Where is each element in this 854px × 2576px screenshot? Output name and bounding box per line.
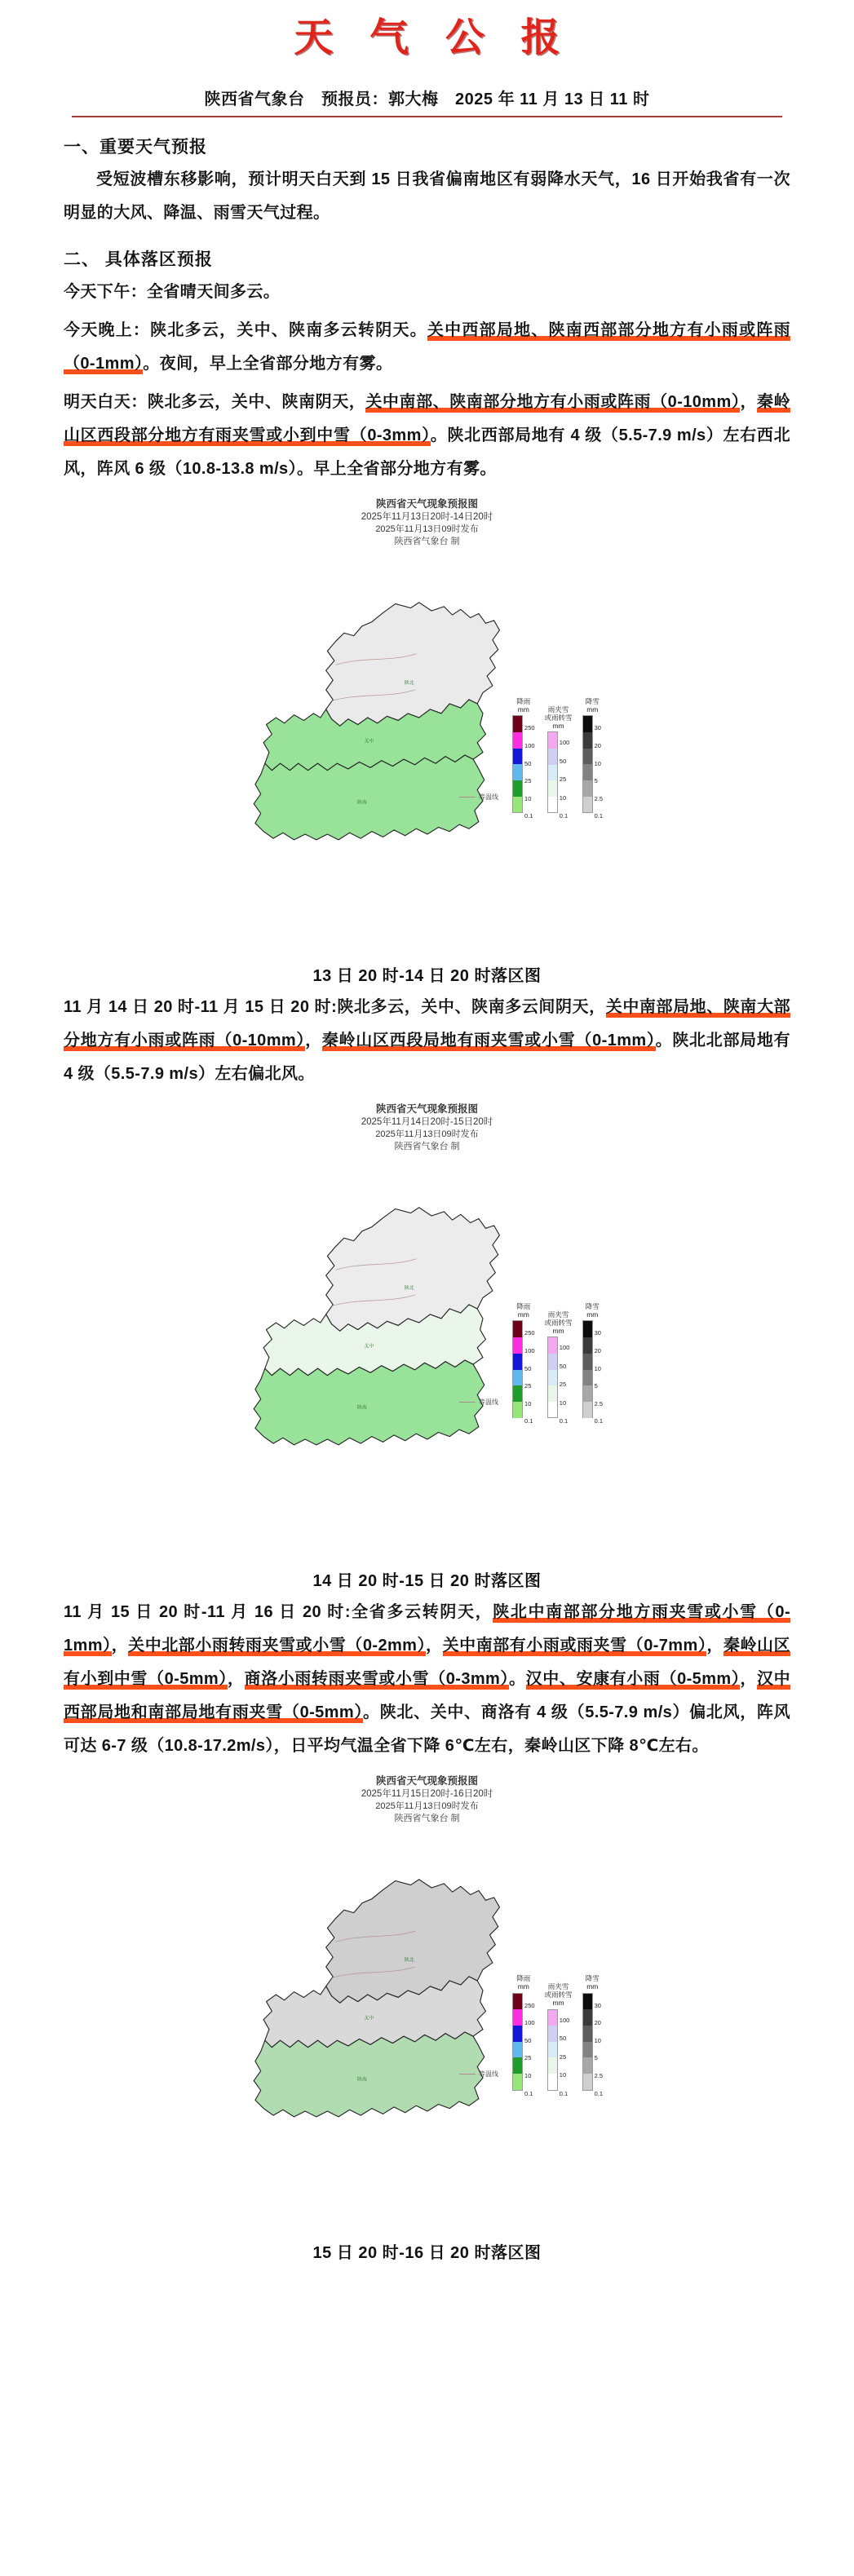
f1516-text-8: 。陕北、关中、商洛有 4 级（5.5-7.9 m/s）偏北风，阵风可达 6-7 级（10.8-17.2m/s），日平均气温全省下降 6℃左右，秦岭山区下降 8℃左右。	[64, 1703, 790, 1755]
map-2-header	[64, 1102, 790, 1153]
f1415-highlight-2: 秦岭山区西段局地有雨夹雪或小雪（0-1mm）	[321, 1031, 656, 1049]
legend-sleet-title	[545, 706, 573, 730]
legend3-sleet-title-3: mm	[552, 1998, 564, 2007]
legend-snow-title	[586, 698, 600, 714]
map-2-caption: 14 日 20 时-15 日 20 时落区图	[312, 1571, 542, 1590]
forecast-today-afternoon	[64, 276, 790, 309]
f1516-text-3: ，	[426, 1636, 443, 1655]
f1516-text-5: ，	[227, 1669, 245, 1688]
map-3-svg	[64, 1828, 790, 2236]
legend-col-snow	[582, 696, 603, 820]
map-2-title: 陕西省天气现象预报图	[375, 1102, 478, 1115]
forecast-15-16	[64, 1596, 790, 1763]
legend3-rain-title-2: mm	[517, 1982, 529, 1991]
f1516-text-4: ，	[706, 1636, 723, 1655]
legend2-col-rain	[512, 1301, 535, 1425]
legend2-sleet-title-1: 雨夹雪	[547, 1310, 569, 1319]
legend-sleet-title-2: 或雨转雪	[544, 713, 573, 722]
legend-snow-barrow	[582, 715, 603, 820]
map-1-legend	[512, 696, 603, 820]
legend2-col-sleet	[544, 1310, 573, 1425]
legend2-sleet-title-2: 或雨转雪	[544, 1318, 573, 1327]
legend-snow-title-2: mm	[586, 705, 599, 714]
legend3-col-sleet	[544, 1982, 573, 2097]
map3-region-label-north: 陕北	[404, 1958, 414, 1964]
tomorrow-label: 明天白天：	[64, 392, 148, 411]
legend3-snow-barrow	[582, 1993, 603, 2097]
map-2-legend	[512, 1301, 603, 1425]
map2-region-label-north: 陕北	[404, 1286, 414, 1292]
map-2-isotherm-key	[459, 1398, 498, 1407]
isotherm-line-icon-2	[459, 1402, 476, 1403]
legend-rain-bar	[512, 715, 523, 813]
legend-rain-ticks: 250 100 50 25 10 0.1	[524, 724, 535, 820]
province-outline-group-3	[254, 1880, 499, 2117]
legend3-snow-title-2: mm	[586, 1982, 599, 1991]
legend2-sleet-barrow	[547, 1337, 570, 1425]
map-2-period: 2025年11月14日20时-15日20时	[361, 1116, 493, 1127]
f1516-text-6: 。	[509, 1669, 526, 1688]
legend3-snow-bar	[582, 1993, 593, 2091]
f1415-highlight-1: 关中南部局地、陕南大部分地方有小雨或阵雨（0-10mm）	[64, 997, 791, 1049]
map-region-label-north: 陕北	[404, 681, 414, 687]
legend-sleet-barrow	[547, 731, 570, 820]
legend2-sleet-ticks: 100 50 25 10 0.1	[559, 1344, 570, 1425]
tomorrow-highlight-1: 关中南部、陕南部分地方有小雨或阵雨（0-10mm）	[365, 392, 741, 411]
legend-snow-ticks: 30 20 10 5 2.5 0.1	[594, 724, 603, 820]
map-1-canvas	[64, 551, 790, 959]
map-1-producer: 陕西省气象台 制	[394, 537, 460, 547]
f1415-text-3: 。陕北北部局地有 4 级（5.5-7.9 m/s）左右偏北风。	[64, 1031, 790, 1083]
tonight-text-2: 。夜间，早上全省部分地方有雾。	[143, 354, 393, 373]
map-3-period: 2025年11月15日20时-16日20时	[361, 1788, 493, 1799]
map-1-issued: 2025年11月13日09时发布	[375, 524, 479, 535]
map-3-issued: 2025年11月13日09时发布	[375, 1801, 479, 1812]
tonight-label: 今天晚上：	[64, 320, 151, 339]
tonight-text-1: 陕北多云，关中、陕南多云转阴天。	[150, 320, 427, 339]
map-1-period: 2025年11月13日20时-14日20时	[361, 511, 493, 522]
map-3-caption: 15 日 20 时-16 日 20 时落区图	[312, 2244, 542, 2263]
map-2-producer: 陕西省气象台 制	[394, 1142, 460, 1152]
section-heading-1: 一、重要天气预报	[64, 137, 207, 157]
legend-sleet-bar	[547, 731, 558, 813]
byline-rule	[72, 87, 782, 117]
map-3-canvas	[64, 1828, 790, 2236]
legend3-rain-title-1: 降雨	[516, 1974, 531, 1983]
map3-region-label-south: 陕南	[356, 2077, 367, 2083]
legend2-rain-title	[516, 1303, 530, 1319]
legend3-snow-ticks: 30 20 10 5 2.5 0.1	[594, 2001, 603, 2097]
legend-rain-title	[516, 698, 530, 714]
f1516-text-2: ，	[111, 1636, 129, 1655]
today-afternoon-label: 今天下午：	[64, 282, 147, 301]
map-2-svg	[64, 1156, 790, 1564]
tomorrow-text-2: ，	[740, 392, 758, 411]
legend2-snow-title	[586, 1303, 600, 1319]
legend2-rain-title-2: mm	[517, 1310, 529, 1319]
legend3-rain-title	[516, 1975, 530, 1991]
legend-rain-barrow	[512, 715, 535, 820]
isotherm-key-label-3: 等温线	[479, 2070, 498, 2079]
legend2-snow-title-1: 降雪	[585, 1301, 600, 1310]
forecast-map-3	[64, 1774, 790, 2263]
map-1-title: 陕西省天气现象预报图	[375, 497, 478, 510]
legend-rain-title-1: 降雨	[516, 696, 531, 705]
legend-sleet-title-1: 雨夹雪	[547, 705, 569, 714]
legend3-rain-barrow	[512, 1993, 535, 2097]
forecast-14-15	[64, 991, 790, 1091]
legend3-sleet-title-1: 雨夹雪	[547, 1982, 569, 1991]
map-1-svg	[64, 551, 790, 959]
map-1-caption: 13 日 20 时-14 日 20 时落区图	[312, 966, 542, 985]
byline: 陕西省气象台 预报员：郭大梅 2025 年 11 月 13 日 11 时	[204, 90, 650, 108]
forecast-tomorrow-day	[64, 386, 790, 486]
legend2-rain-ticks: 250 100 50 25 10 0.1	[524, 1329, 535, 1425]
forecast-map-1	[64, 497, 790, 986]
map3-region-label-guanzhong: 关中	[364, 2016, 374, 2021]
tomorrow-highlight-2: 秦岭山区西段部分地方有雨夹雪或小到中雪（0-3mm）	[64, 392, 790, 444]
legend2-snow-title-2: mm	[586, 1310, 599, 1319]
f1516-head: 11 月 15 日 20 时-11 月 16 日 20 时:	[64, 1602, 351, 1621]
f1516-highlight-7: 汉中西部局地和南部局地有雨夹雪（0-5mm）	[64, 1669, 790, 1721]
legend-sleet-ticks: 100 50 25 10 0.1	[559, 739, 570, 820]
map-3-title: 陕西省天气现象预报图	[375, 1774, 478, 1787]
legend-snow-title-1: 降雪	[585, 696, 600, 705]
legend3-col-rain	[512, 1974, 535, 2097]
map-3-producer: 陕西省气象台 制	[394, 1814, 460, 1824]
tomorrow-text-3: 。陕北西部局地有 4 级（5.5-7.9 m/s）左右西北风，阵风 6 级（10.8-13.8 m/s）。早上全省部分地方有雾。	[64, 426, 791, 478]
tonight-highlight-1: 关中西部局地、陕南西部部分地方有小雨或阵雨（0-1mm）	[64, 320, 790, 373]
section-heading-2: 二、 具体落区预报	[64, 250, 213, 269]
map-2-issued: 2025年11月13日09时发布	[375, 1129, 479, 1140]
legend2-snow-barrow	[582, 1320, 603, 1425]
f1415-text-2: ，	[305, 1031, 322, 1049]
map-3-header	[64, 1774, 790, 1825]
legend2-rain-bar	[512, 1320, 523, 1418]
f1516-text-1: 全省多云转阴天，	[350, 1602, 493, 1621]
f1516-text-7: ，	[740, 1669, 757, 1688]
f1516-highlight-5: 商洛小雨转雨夹雪或小雪（0-3mm）	[244, 1669, 510, 1688]
legend2-col-snow	[582, 1301, 603, 1425]
legend3-rain-ticks: 250 100 50 25 10 0.1	[524, 2001, 535, 2097]
legend3-rain-bar	[512, 1993, 523, 2091]
province-outline-group-2	[254, 1208, 499, 1445]
legend3-snow-title-1: 降雪	[585, 1974, 600, 1983]
map2-region-label-guanzhong: 关中	[364, 1344, 374, 1350]
map-1-isotherm-key	[459, 793, 498, 802]
map-2-canvas	[64, 1156, 790, 1564]
legend-sleet-title-3: mm	[552, 721, 564, 730]
forecast-tonight	[64, 314, 790, 381]
legend3-sleet-bar	[547, 2009, 558, 2091]
map-1-header	[64, 497, 790, 548]
legend3-col-snow	[582, 1974, 603, 2097]
legend3-sleet-title	[545, 1983, 573, 2007]
map-region-label-south: 陕南	[356, 800, 367, 806]
isotherm-key-label: 等温线	[479, 793, 498, 801]
f1516-highlight-1: 陕北中南部部分地方雨夹雪或小雪（0-1mm）	[64, 1602, 791, 1655]
map-3-legend	[512, 1974, 603, 2097]
map2-region-label-south: 陕南	[356, 1405, 367, 1411]
legend2-sleet-title-3: mm	[552, 1326, 564, 1335]
legend2-snow-ticks: 30 20 10 5 2.5 0.1	[594, 1329, 603, 1425]
f1516-highlight-6: 汉中、安康有小雨（0-5mm）	[525, 1669, 741, 1688]
section-1-paragraph: 受短波槽东移影响，预计明天白天到 15 日我省偏南地区有弱降水天气，16 日开始我省有一次明显的大风、降温、雨雪天气过程。	[64, 170, 790, 222]
legend-snow-bar	[582, 715, 593, 813]
today-afternoon-text: 全省晴天间多云。	[147, 282, 281, 301]
isotherm-line-icon	[459, 797, 476, 798]
tomorrow-text-1: 陕北多云，关中、陕南阴天，	[147, 392, 366, 411]
map-region-label-guanzhong: 关中	[364, 739, 374, 745]
legend3-snow-title	[586, 1975, 600, 1991]
legend2-snow-bar	[582, 1320, 593, 1418]
f1516-highlight-2: 关中北部小雨转雨夹雪或小雪（0-2mm）	[128, 1636, 427, 1655]
legend2-rain-title-1: 降雨	[516, 1301, 531, 1310]
province-outline-group	[254, 603, 499, 840]
legend-rain-title-2: mm	[517, 705, 529, 714]
legend-col-sleet	[544, 705, 573, 820]
legend3-sleet-ticks: 100 50 25 10 0.1	[559, 2016, 570, 2097]
page-title: 天 气 公 报	[294, 15, 572, 60]
legend2-rain-barrow	[512, 1320, 535, 1425]
isotherm-key-label-2: 等温线	[479, 1398, 498, 1406]
legend3-sleet-barrow	[547, 2009, 570, 2097]
document-content	[0, 134, 854, 2263]
map-3-isotherm-key	[459, 2070, 498, 2079]
f1415-head: 11 月 14 日 20 时-11 月 15 日 20 时:	[64, 997, 338, 1016]
forecast-map-2	[64, 1102, 790, 1591]
f1516-highlight-3: 关中南部有小雨或雨夹雪（0-7mm）	[442, 1636, 707, 1655]
f1415-text-1: 陕北多云，关中、陕南多云间阴天，	[337, 997, 606, 1016]
legend3-sleet-title-2: 或雨转雪	[544, 1991, 573, 1999]
legend2-sleet-bar	[547, 1337, 558, 1418]
legend2-sleet-title	[545, 1311, 573, 1335]
f1516-highlight-4: 秦岭山区有小到中雪（0-5mm）	[64, 1636, 790, 1688]
legend-col-rain	[512, 696, 535, 820]
